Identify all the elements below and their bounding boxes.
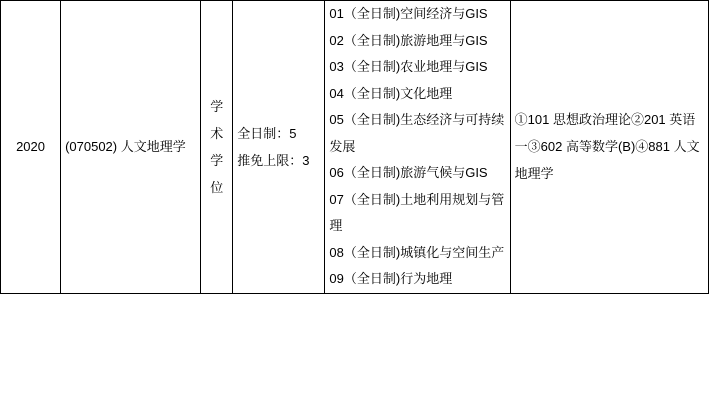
cell-degree-type bbox=[201, 1, 233, 294]
list-item: 01（全日制)空间经济与GIS bbox=[329, 6, 488, 21]
cell-exam-subjects bbox=[510, 1, 708, 294]
degree-char: 学 bbox=[210, 98, 224, 114]
list-item: 02（全日制)旅游地理与GIS bbox=[329, 32, 488, 48]
list-item: 04（全日制)文化地理 bbox=[329, 85, 453, 101]
cell-enrollment bbox=[233, 1, 325, 294]
cell-research-directions bbox=[325, 1, 510, 294]
list-item: 08（全日制)城镇化与空间生产 bbox=[329, 244, 505, 260]
degree-char: 术 bbox=[210, 125, 224, 141]
list-item: 03（全日制)农业地理与GIS bbox=[329, 59, 488, 74]
degree-char: 学 bbox=[210, 152, 224, 168]
research-direction-list bbox=[329, 1, 505, 293]
cell-year: 2020 bbox=[1, 1, 61, 294]
enrollment-fulltime: 全日制：5 bbox=[237, 125, 297, 141]
list-item: 05（全日制)生态经济与可持续发展 bbox=[329, 112, 505, 154]
list-item: 06（全日制)旅游气候与GIS bbox=[329, 165, 488, 180]
enrollment-exemption: 推免上限：3 bbox=[237, 152, 310, 168]
exam-subjects-text: ①101 思想政治理论②201 英语一③602 高等数学(B)④881 人文地理学 bbox=[514, 112, 700, 182]
table-row bbox=[1, 1, 709, 294]
cell-major: (070502) 人文地理学 bbox=[61, 1, 201, 294]
degree-char: 位 bbox=[210, 179, 224, 195]
table-body bbox=[1, 1, 709, 294]
list-item: 09（全日制)行为地理 bbox=[329, 271, 453, 286]
list-item: 07（全日制)土地利用规划与管理 bbox=[329, 191, 505, 233]
